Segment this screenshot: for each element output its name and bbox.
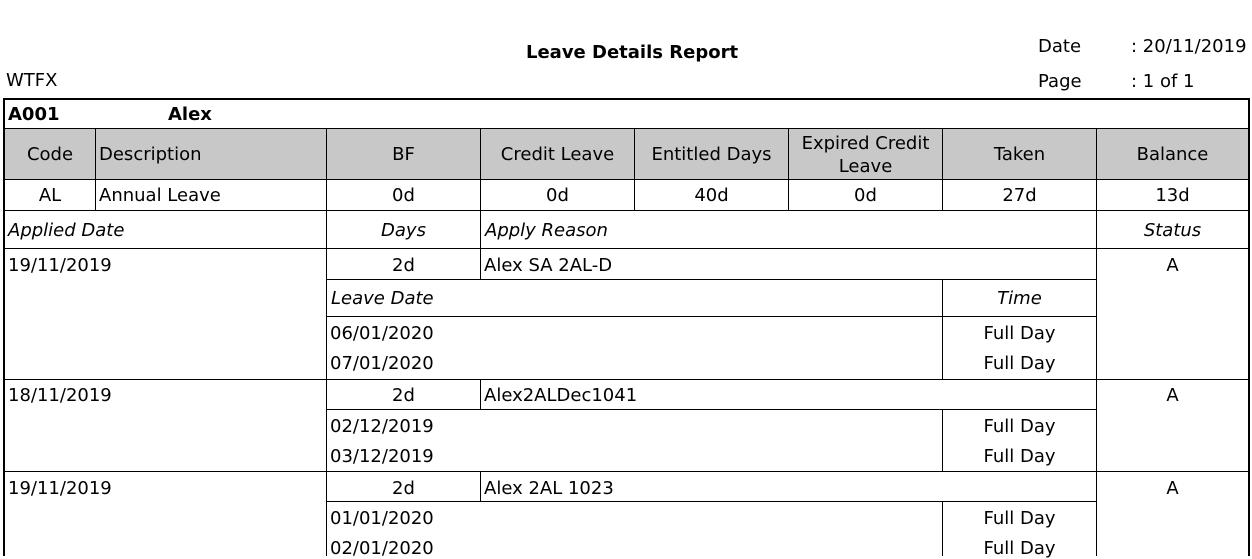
application-days: 2d xyxy=(392,385,415,406)
date-value: : 20/11/2019 xyxy=(1131,36,1247,57)
page-value: : 1 of 1 xyxy=(1131,71,1195,92)
summary-expired-credit: 0d xyxy=(854,185,877,206)
row-divider xyxy=(3,248,1250,249)
application-status: A xyxy=(1166,255,1179,276)
leave-time: Full Day xyxy=(983,538,1056,559)
leave-time: Full Day xyxy=(983,508,1056,529)
col-divider xyxy=(480,379,481,410)
employee-name: Alex xyxy=(168,104,212,125)
header-description: Description xyxy=(99,144,202,165)
header-time: Time xyxy=(997,288,1042,309)
apply-reason: Alex SA 2AL-D xyxy=(484,255,613,276)
header-apply-reason: Apply Reason xyxy=(485,220,608,241)
summary-description: Annual Leave xyxy=(99,185,221,206)
date-label: Date xyxy=(1038,36,1082,57)
header-status: Status xyxy=(1143,220,1202,241)
row-divider xyxy=(326,279,1097,280)
row-divider xyxy=(3,471,1250,472)
applied-date: 19/11/2019 xyxy=(8,478,112,499)
header-applied-date: Applied Date xyxy=(8,220,125,241)
leave-date: 07/01/2020 xyxy=(330,353,434,374)
leave-time: Full Day xyxy=(983,416,1056,437)
employee-code: A001 xyxy=(8,104,60,125)
leave-date: 03/12/2019 xyxy=(330,446,434,467)
row-divider xyxy=(3,128,1250,129)
table-border-right xyxy=(1248,98,1250,556)
summary-entitled-days: 40d xyxy=(694,185,729,206)
summary-balance: 13d xyxy=(1155,185,1190,206)
application-days: 2d xyxy=(392,478,415,499)
header-taken: Taken xyxy=(993,144,1046,165)
header-entitled-days: Entitled Days xyxy=(651,144,772,165)
applied-date: 19/11/2019 xyxy=(8,255,112,276)
header-expired-credit-line1: Expired Credit xyxy=(801,133,930,154)
leave-time: Full Day xyxy=(983,353,1056,374)
row-divider xyxy=(3,179,1250,180)
leave-time: Full Day xyxy=(983,446,1056,467)
apply-reason: Alex 2AL 1023 xyxy=(484,478,614,499)
apply-reason: Alex2ALDec1041 xyxy=(484,385,638,406)
page-label: Page xyxy=(1038,71,1082,92)
summary-credit-leave: 0d xyxy=(546,185,569,206)
summary-taken: 27d xyxy=(1002,185,1037,206)
header-credit-leave: Credit Leave xyxy=(500,144,615,165)
application-days: 2d xyxy=(392,255,415,276)
applied-date: 18/11/2019 xyxy=(8,385,112,406)
company-name: WTFX xyxy=(6,70,58,91)
leave-date: 02/01/2020 xyxy=(330,538,434,559)
table-border-left xyxy=(3,98,5,556)
col-divider xyxy=(480,210,481,280)
header-balance: Balance xyxy=(1136,144,1209,165)
application-status: A xyxy=(1166,385,1179,406)
leave-date: 01/01/2020 xyxy=(330,508,434,529)
row-divider xyxy=(326,316,1097,317)
leave-date: 06/01/2020 xyxy=(330,323,434,344)
col-divider xyxy=(95,128,96,210)
header-days: Days xyxy=(381,220,426,241)
table-border-top xyxy=(3,98,1250,100)
summary-code: AL xyxy=(38,185,62,206)
report-title: Leave Details Report xyxy=(526,42,739,63)
row-divider xyxy=(3,379,1250,380)
header-leave-date: Leave Date xyxy=(331,288,434,309)
application-status: A xyxy=(1166,478,1179,499)
header-code: Code xyxy=(26,144,74,165)
summary-bf: 0d xyxy=(392,185,415,206)
row-divider xyxy=(326,409,1097,410)
row-divider xyxy=(326,501,1097,502)
row-divider xyxy=(3,210,1250,211)
header-bf: BF xyxy=(392,144,415,165)
header-expired-credit-line2: Leave xyxy=(838,156,893,177)
leave-time: Full Day xyxy=(983,323,1056,344)
col-divider xyxy=(480,471,481,502)
leave-date: 02/12/2019 xyxy=(330,416,434,437)
